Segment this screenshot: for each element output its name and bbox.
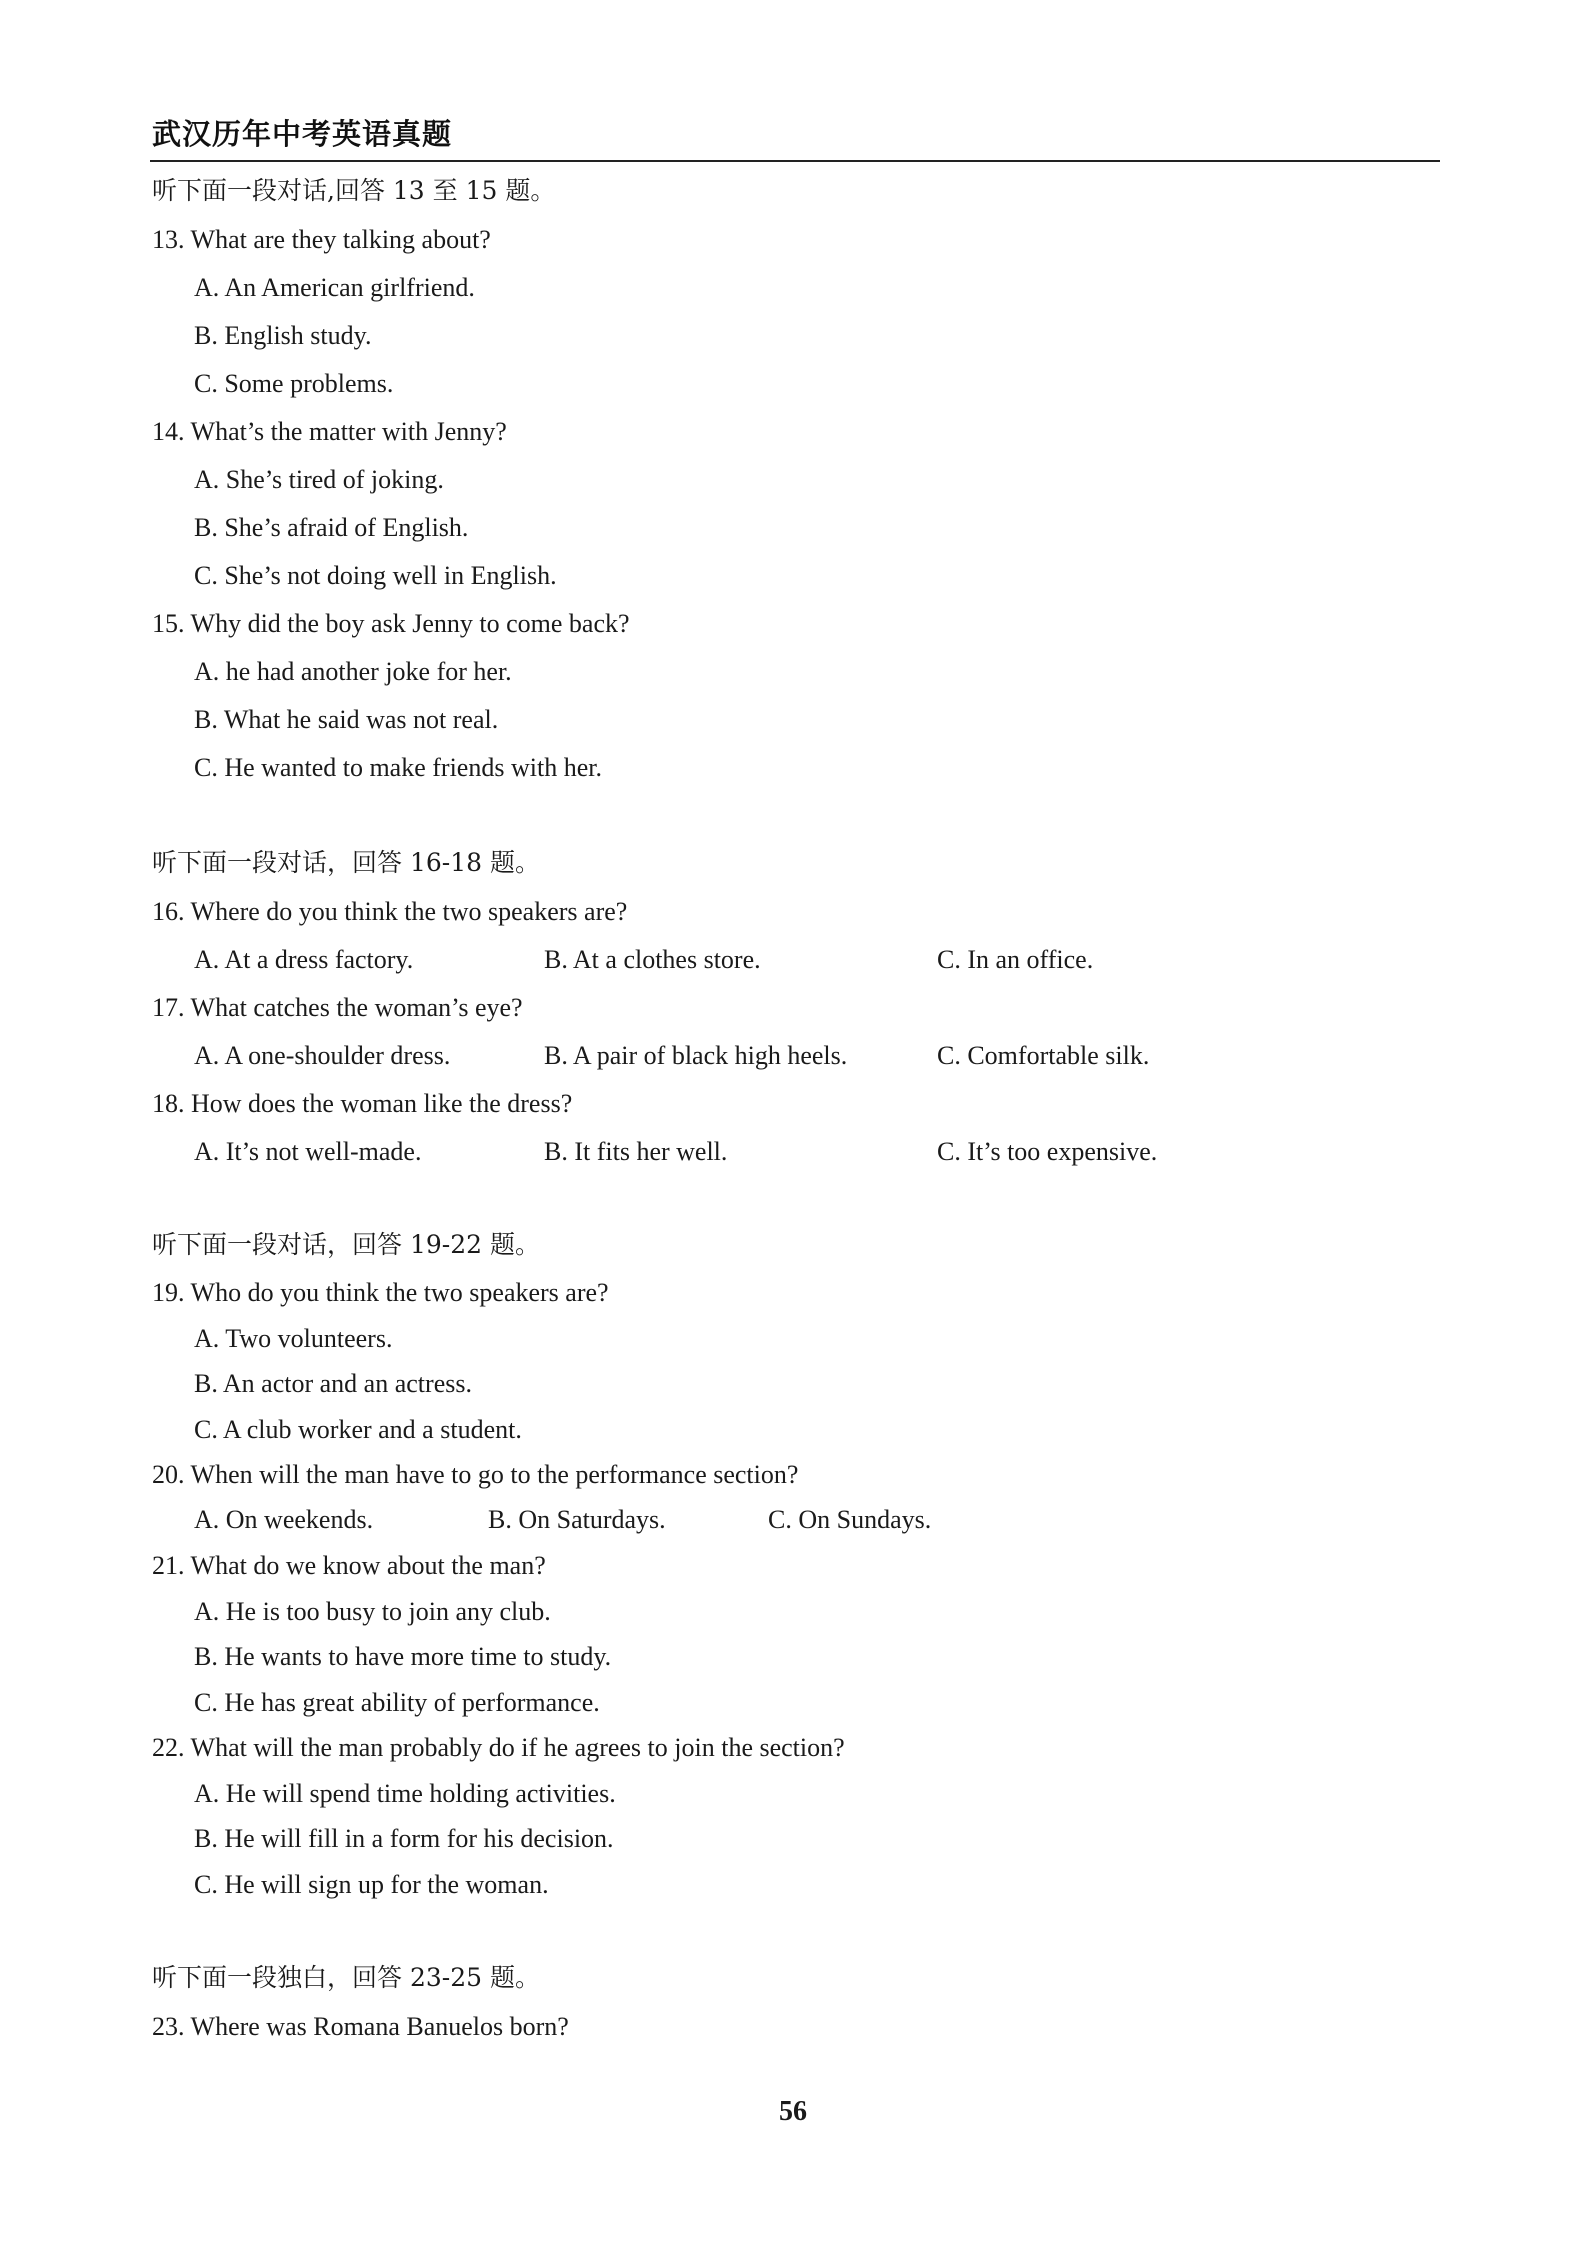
question-stem: 18. How does the woman like the dress? xyxy=(152,1089,573,1118)
question-stem: 19. Who do you think the two speakers are? xyxy=(152,1278,609,1307)
section-intro: 听下面一段对话,回答 13 至 15 题。 xyxy=(152,176,556,205)
option-a: A. He is too busy to join any club. xyxy=(194,1597,551,1626)
option-a: A. An American girlfriend. xyxy=(194,273,475,302)
section-intro: 听下面一段对话，回答 16-18 题。 xyxy=(152,848,540,877)
question-stem: 23. Where was Romana Banuelos born? xyxy=(152,2012,569,2041)
question-stem: 14. What’s the matter with Jenny? xyxy=(152,417,507,446)
option-c: C. A club worker and a student. xyxy=(194,1415,522,1444)
option-b: B. An actor and an actress. xyxy=(194,1369,472,1398)
option-c: C. He will sign up for the woman. xyxy=(194,1870,549,1899)
option-c: C. She’s not doing well in English. xyxy=(194,561,557,590)
option-a: A. She’s tired of joking. xyxy=(194,465,444,494)
option-c: C. Some problems. xyxy=(194,369,394,398)
option-c: C. In an office. xyxy=(937,945,1094,974)
question-stem: 21. What do we know about the man? xyxy=(152,1551,546,1580)
option-a: A. A one-shoulder dress. xyxy=(194,1041,451,1070)
header-title: 武汉历年中考英语真题 xyxy=(152,117,453,151)
option-a: A. It’s not well-made. xyxy=(194,1137,422,1166)
option-c: C. Comfortable silk. xyxy=(937,1041,1150,1070)
option-a: A. He will spend time holding activities. xyxy=(194,1779,616,1808)
question-stem: 17. What catches the woman’s eye? xyxy=(152,993,523,1022)
option-b: B. English study. xyxy=(194,321,372,350)
section-intro: 听下面一段独白，回答 23-25 题。 xyxy=(152,1963,540,1992)
option-a: A. At a dress factory. xyxy=(194,945,414,974)
question-stem: 20. When will the man have to go to the performance section? xyxy=(152,1460,799,1489)
section-intro: 听下面一段对话，回答 19-22 题。 xyxy=(152,1230,540,1259)
option-a: A. he had another joke for her. xyxy=(194,657,512,686)
option-a: A. On weekends. xyxy=(194,1505,374,1534)
option-b: B. He will fill in a form for his decision. xyxy=(194,1824,614,1853)
option-b: B. He wants to have more time to study. xyxy=(194,1642,612,1671)
option-a: A. Two volunteers. xyxy=(194,1324,393,1353)
option-c: C. He wanted to make friends with her. xyxy=(194,753,602,782)
option-b: B. On Saturdays. xyxy=(488,1505,666,1534)
option-b: B. She’s afraid of English. xyxy=(194,513,469,542)
question-stem: 15. Why did the boy ask Jenny to come back? xyxy=(152,609,630,638)
option-b: B. What he said was not real. xyxy=(194,705,499,734)
option-b: B. A pair of black high heels. xyxy=(544,1041,848,1070)
option-b: B. It fits her well. xyxy=(544,1137,728,1166)
option-c: C. On Sundays. xyxy=(768,1505,932,1534)
question-stem: 16. Where do you think the two speakers are? xyxy=(152,897,628,926)
question-stem: 13. What are they talking about? xyxy=(152,225,491,254)
page-number: 56 xyxy=(779,2096,807,2127)
header-rule xyxy=(150,160,1440,162)
question-stem: 22. What will the man probably do if he agrees to join the section? xyxy=(152,1733,845,1762)
option-c: C. It’s too expensive. xyxy=(937,1137,1158,1166)
option-c: C. He has great ability of performance. xyxy=(194,1688,600,1717)
option-b: B. At a clothes store. xyxy=(544,945,761,974)
